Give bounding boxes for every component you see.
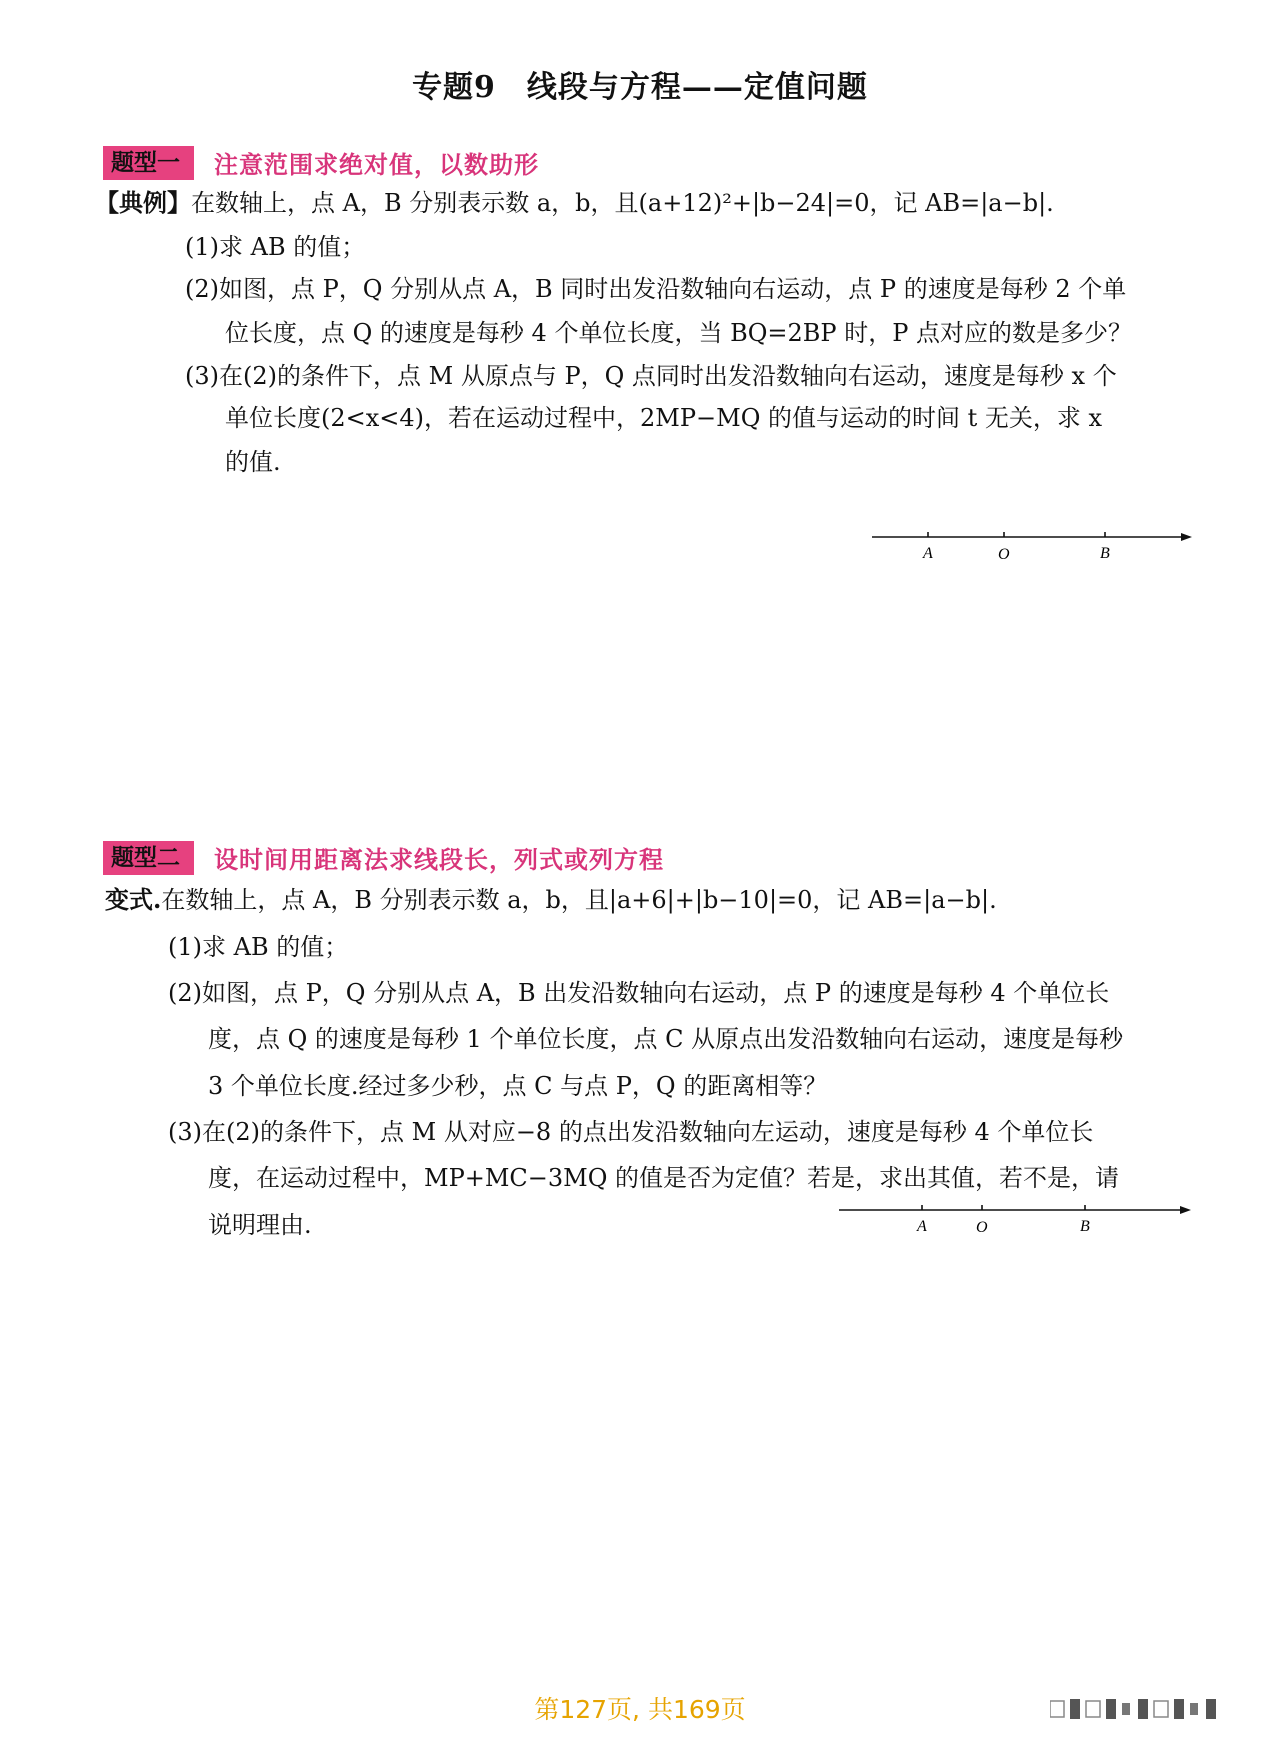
variant-line-6: (3)在(2)的条件下，点 M 从对应−8 的点出发沿数轴向左运动，速度是每秒 4 个单位长 xyxy=(168,1118,1094,1146)
label-o: O xyxy=(976,1219,988,1234)
label-a: A xyxy=(923,545,933,561)
scan-bars-decoration xyxy=(1050,1697,1240,1721)
axis-arrow xyxy=(1181,533,1192,541)
variant-line-5: 3 个单位长度.经过多少秒，点 C 与点 P，Q 的距离相等？ xyxy=(208,1072,828,1100)
section-1-tag: 题型一 xyxy=(103,146,194,180)
example-lead: 【典例】 xyxy=(95,188,191,217)
label-b: B xyxy=(1100,545,1110,561)
page-title: 专题9 线段与方程——定值问题 xyxy=(412,70,868,105)
number-line-1 xyxy=(868,525,1198,561)
example-line-2: (1)求 AB 的值； xyxy=(185,233,366,261)
variant-line-7: 度，在运动过程中，MP+MC−3MQ 的值是否为定值？若是，求出其值，若不是，请 xyxy=(208,1164,1120,1192)
section-1-header xyxy=(103,145,539,180)
example-line-7: 的值. xyxy=(225,448,281,476)
example-line-1: 【典例】在数轴上，点 A，B 分别表示数 a，b，且(a+12)²+|b−24|=0，记 AB=|a−b|. xyxy=(95,188,1054,217)
label-b: B xyxy=(1080,1218,1090,1234)
variant-line-1: 变式.在数轴上，点 A，B 分别表示数 a，b，且|a+6|+|b−10|=0，记 AB=|a−b|. xyxy=(105,885,997,914)
example-line-3: (2)如图，点 P，Q 分别从点 A，B 同时出发沿数轴向右运动，点 P 的速度是每秒 2 个单 xyxy=(185,275,1127,303)
section-2-heading: 设时间用距离法求线段长，列式或列方程 xyxy=(214,846,664,874)
variant-line-3: (2)如图，点 P，Q 分别从点 A，B 出发沿数轴向右运动，点 P 的速度是每秒 4 个单位长 xyxy=(168,979,1110,1007)
example-line-4: 位长度，点 Q 的速度是每秒 4 个单位长度，当 BQ=2BP 时，P 点对应的数是多少？ xyxy=(225,319,1132,347)
page-footer: 第127页, 共169页 xyxy=(534,1695,746,1724)
section-1-heading: 注意范围求绝对值，以数助形 xyxy=(214,151,539,179)
variant-lead: 变式. xyxy=(105,885,162,914)
label-o: O xyxy=(998,546,1010,561)
label-a: A xyxy=(917,1218,927,1234)
example-line-6: 单位长度(2<x<4)，若在运动过程中，2MP−MQ 的值与运动的时间 t 无关，求 x xyxy=(225,404,1103,432)
variant-line-2: (1)求 AB 的值； xyxy=(168,933,349,961)
example-line-5: (3)在(2)的条件下，点 M 从原点与 P，Q 点同时出发沿数轴向右运动，速度是每秒 x 个 xyxy=(185,362,1117,390)
variant-line-4: 度，点 Q 的速度是每秒 1 个单位长度，点 C 从原点出发沿数轴向右运动，速度是每秒 xyxy=(208,1025,1124,1053)
number-line-2 xyxy=(835,1198,1195,1234)
axis-arrow xyxy=(1180,1206,1191,1214)
section-2-header xyxy=(103,840,664,875)
section-2-tag: 题型二 xyxy=(103,841,194,875)
variant-line-8: 说明理由. xyxy=(208,1211,312,1239)
